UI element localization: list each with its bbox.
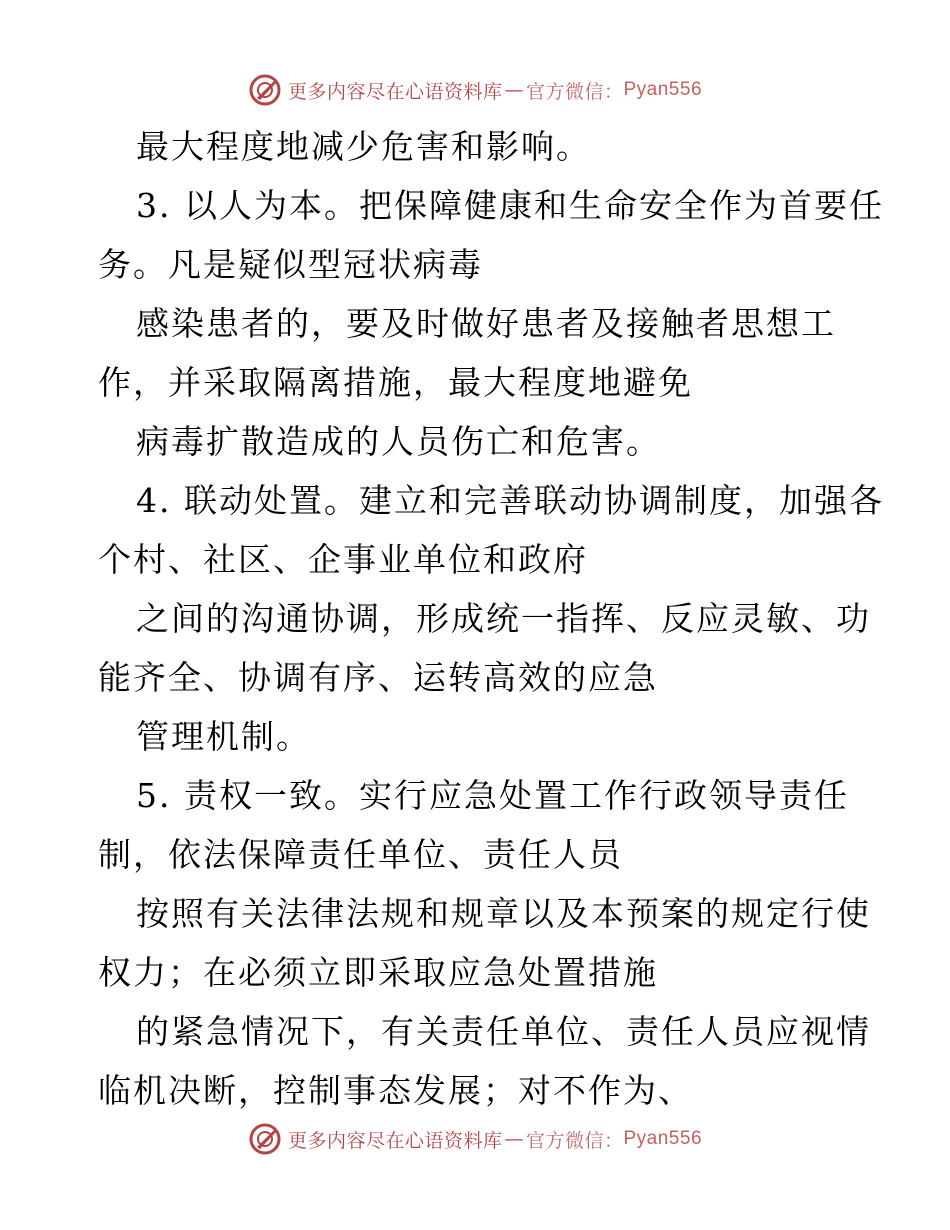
- text-line: 管理机制。: [136, 717, 311, 756]
- watermark-main-text: 更多内容尽在心语资料库: [287, 1129, 503, 1152]
- text-line: 按照有关法律法规和规章以及本预案的规定行使: [136, 894, 871, 933]
- text-line: 临机决断，控制事态发展；对不作为、: [98, 1071, 693, 1110]
- watermark-wechat-id: Pyan556: [623, 79, 703, 100]
- text-line: 务。凡是疑似型冠状病毒: [98, 245, 483, 284]
- brush-logo-icon: [248, 73, 282, 107]
- text-line: 病毒扩散造成的人员伤亡和危害。: [136, 422, 661, 461]
- text-line: 权力；在必须立即采取应急处置措施: [98, 953, 658, 992]
- document-body: [98, 117, 884, 1120]
- watermark-main-text: 更多内容尽在心语资料库: [287, 80, 503, 103]
- watermark-wechat-id: Pyan556: [623, 1128, 703, 1149]
- watermark-header: [0, 70, 950, 110]
- text-line: 4. 联动处置。建立和完善联动协调制度，加强各: [136, 481, 884, 520]
- watermark-sub-text: 官方微信：: [525, 1129, 624, 1152]
- text-line: 最大程度地减少危害和影响。: [136, 127, 591, 166]
- watermark-dash: —: [504, 79, 524, 101]
- text-line: 能齐全、协调有序、运转高效的应急: [98, 658, 658, 697]
- brush-logo-icon: [248, 1122, 282, 1156]
- text-line: 5. 责权一致。实行应急处置工作行政领导责任: [136, 776, 849, 815]
- text-line: 3. 以人为本。把保障健康和生命安全作为首要任: [136, 186, 884, 225]
- watermark-dash: —: [504, 1128, 524, 1150]
- text-line: 作，并采取隔离措施，最大程度地避免: [98, 363, 693, 402]
- text-line: 制，依法保障责任单位、责任人员: [98, 835, 623, 874]
- text-line: 个村、社区、企事业单位和政府: [98, 540, 588, 579]
- text-line: 之间的沟通协调，形成统一指挥、反应灵敏、功: [136, 599, 871, 638]
- text-line: 的紧急情况下，有关责任单位、责任人员应视情: [136, 1012, 871, 1051]
- watermark-footer: [0, 1119, 950, 1159]
- watermark-sub-text: 官方微信：: [525, 80, 624, 103]
- text-line: 感染患者的，要及时做好患者及接触者思想工: [136, 304, 836, 343]
